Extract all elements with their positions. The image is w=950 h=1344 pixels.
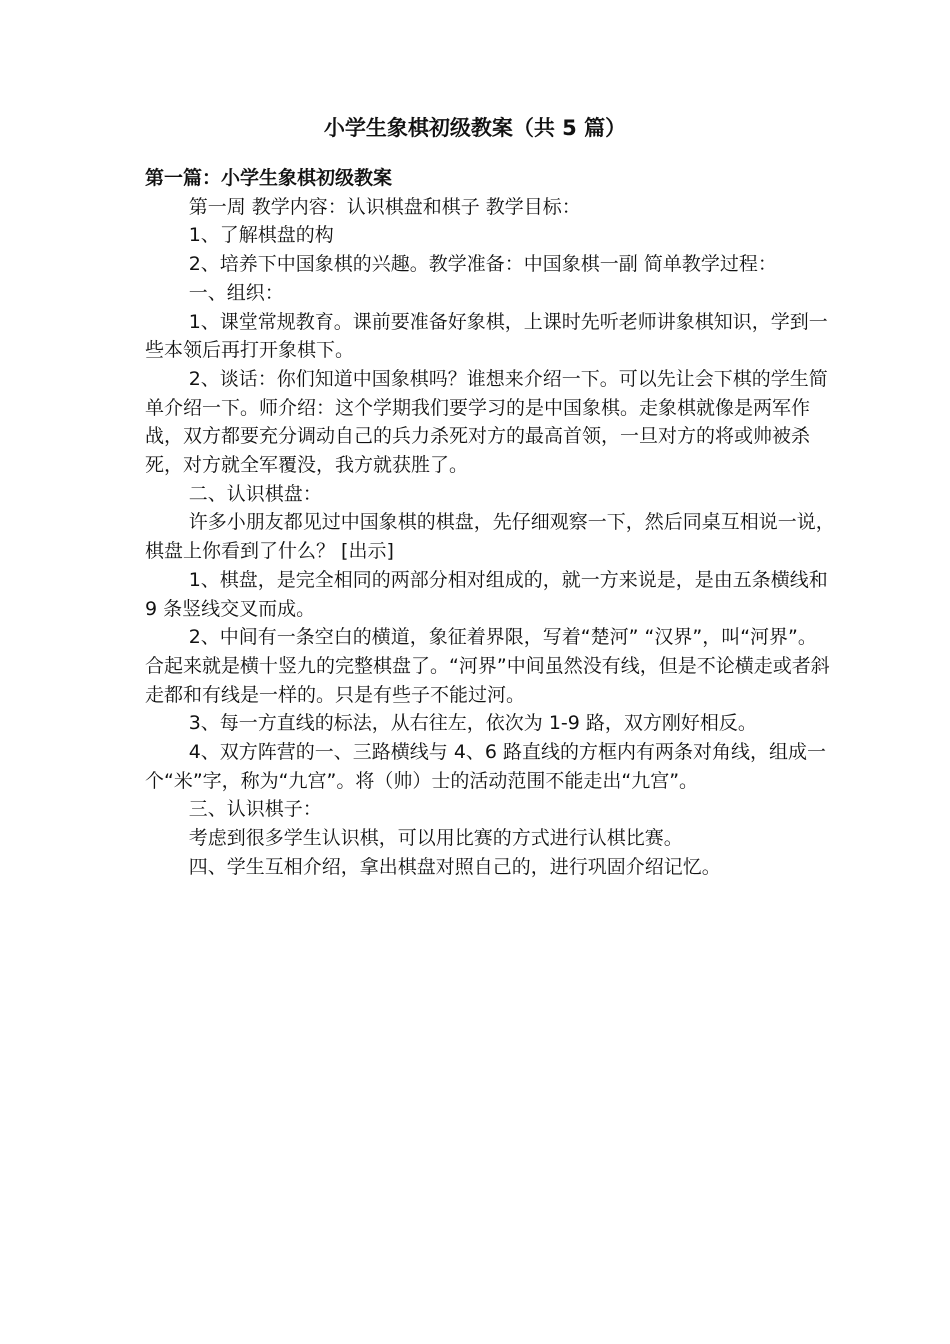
- paragraph-step-board: 二、认识棋盘：: [188, 482, 322, 505]
- paragraph-goal-one: 1、了解棋盘的构: [188, 224, 334, 247]
- paragraph-step-organize: 一、组织：: [188, 281, 284, 304]
- paragraph-talk: 2、谈话：你们知道中国象棋吗？谁想来介绍一下。可以先让会下棋的学生简单介绍一下。师介绍：这个学期我们要学习的是中国象棋。走象棋就像是两军作战，双方都要充分调动自己的兵力杀死对方的最高首领，一旦对方的将或帅被杀死，对方就全军覆没，我方就获胜了。: [145, 367, 828, 477]
- paragraph-step-pieces: 三、认识棋子：: [188, 798, 322, 821]
- paragraph-piece-contest: 考虑到很多学生认识棋，可以用比赛的方式进行认棋比赛。: [188, 827, 683, 850]
- paragraph-step-review: 四、学生互相介绍，拿出棋盘对照自己的，进行巩固介绍记忆。: [188, 855, 721, 878]
- paragraph-class-routine: 1、课堂常规教育。课前要准备好象棋，上课时先听老师讲象棋知识，学到一些本领后再打开象棋下。: [145, 310, 828, 362]
- paragraph-board-lines: 1、棋盘，是完全相同的两部分相对组成的，就一方来说是，是由五条横线和 9 条竖线交叉而成。: [145, 568, 828, 620]
- document-body: [145, 164, 835, 882]
- paragraph-line-numbering: 3、每一方直线的标法，从右往左，依次为 1-9 路，双方刚好相反。: [188, 712, 757, 735]
- paragraph-observe-board: 许多小朋友都见过中国象棋的棋盘，先仔细观察一下，然后同桌互相说一说，棋盘上你看到了什么？ [出示]: [145, 511, 835, 563]
- paragraph-river: 2、中间有一条空白的横道，象征着界限，写着“楚河” “汉界”，叫“河界”。合起来就是横十竖九的完整棋盘了。“河界”中间虽然没有线，但是不论横走或者斜走都和有线是一样的。只是有些子不能过河。: [145, 626, 830, 706]
- paragraph-palace: 4、双方阵营的一、三路横线与 4、6 路直线的方框内有两条对角线，组成一个“米”字，称为“九宫”。将（帅）士的活动范围不能走出“九宫”。: [145, 741, 827, 792]
- paragraph-goal-two: 2、培养下中国象棋的兴趣。教学准备：中国象棋一副 简单教学过程：: [188, 253, 777, 276]
- paragraph-week-one: 第一周 教学内容：认识棋盘和棋子 教学目标：: [188, 195, 581, 218]
- section-heading: 第一篇：小学生象棋初级教案: [145, 167, 393, 189]
- document-title: 小学生象棋初级教案（共 5 篇）: [323, 116, 627, 140]
